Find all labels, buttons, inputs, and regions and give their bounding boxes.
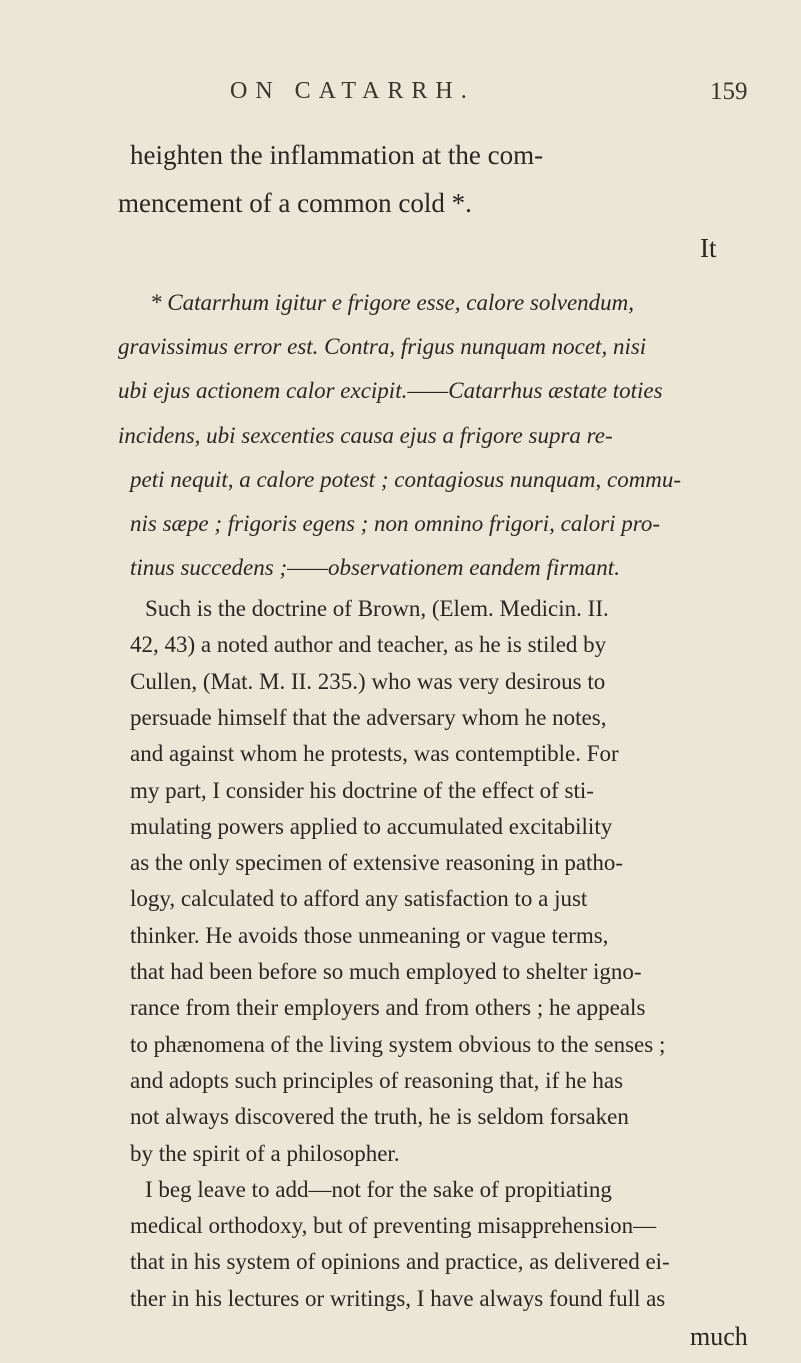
body-line: that in his system of opinions and practice, as delivered ei-	[130, 1249, 670, 1274]
body-line: Such is the doctrine of Brown, (Elem. Medicin. II.	[145, 596, 609, 621]
footnote-line: nis sæpe ; frigoris egens ; non omnino frigori, calori pro-	[130, 511, 661, 536]
footnote-line: * Catarrhum igitur e frigore esse, calore solvendum,	[150, 290, 635, 315]
body-line: I beg leave to add—not for the sake of propitiating	[145, 1177, 612, 1202]
body-line: not always discovered the truth, he is seldom forsaken	[130, 1104, 629, 1129]
body-line: mulating powers applied to accumulated excitability	[130, 814, 613, 839]
body-line: by the spirit of a philosopher.	[130, 1141, 400, 1166]
running-head: ON CATARRH.	[230, 78, 475, 104]
footnote-line: gravissimus error est. Contra, frigus nunquam nocet, nisi	[118, 334, 647, 359]
text-line: mencement of a common cold *.	[118, 188, 472, 218]
footnote-line: incidens, ubi sexcenties causa ejus a frigore supra re-	[118, 423, 613, 448]
footnote-line: tinus succedens ;——observationem eandem firmant.	[130, 555, 620, 580]
footnote-line: ubi ejus actionem calor excipit.——Catarrhus æstate toties	[118, 378, 663, 403]
body-line: and against whom he protests, was contemptible. For	[130, 741, 619, 766]
body-line: thinker. He avoids those unmeaning or vague terms,	[130, 923, 609, 948]
body-line: and adopts such principles of reasoning that, if he has	[130, 1068, 624, 1093]
page-header	[0, 78, 801, 118]
body-line: logy, calculated to afford any satisfaction to a just	[130, 886, 588, 911]
catchword: It	[700, 233, 717, 263]
body-line: 42, 43) a noted author and teacher, as he is stiled by	[130, 632, 607, 657]
footnote-line: peti nequit, a calore potest ; contagiosus nunquam, commu-	[130, 467, 682, 492]
body-line: to phænomena of the living system obvious to the senses ;	[130, 1032, 666, 1057]
page-number: 159	[710, 78, 748, 105]
text-line: heighten the inflammation at the com-	[130, 140, 544, 170]
catchword: much	[690, 1322, 748, 1351]
body-line: rance from their employers and from others ; he appeals	[130, 995, 646, 1020]
body-line: that had been before so much employed to shelter igno-	[130, 959, 642, 984]
body-line: my part, I consider his doctrine of the effect of sti-	[130, 778, 594, 803]
body-line: ther in his lectures or writings, I have always found full as	[130, 1286, 666, 1311]
body-line: persuade himself that the adversary whom he notes,	[130, 705, 607, 730]
body-line: as the only specimen of extensive reasoning in patho-	[130, 850, 624, 875]
body-line: Cullen, (Mat. M. II. 235.) who was very desirous to	[130, 669, 606, 694]
body-line: medical orthodoxy, but of preventing misapprehension—	[130, 1213, 657, 1238]
